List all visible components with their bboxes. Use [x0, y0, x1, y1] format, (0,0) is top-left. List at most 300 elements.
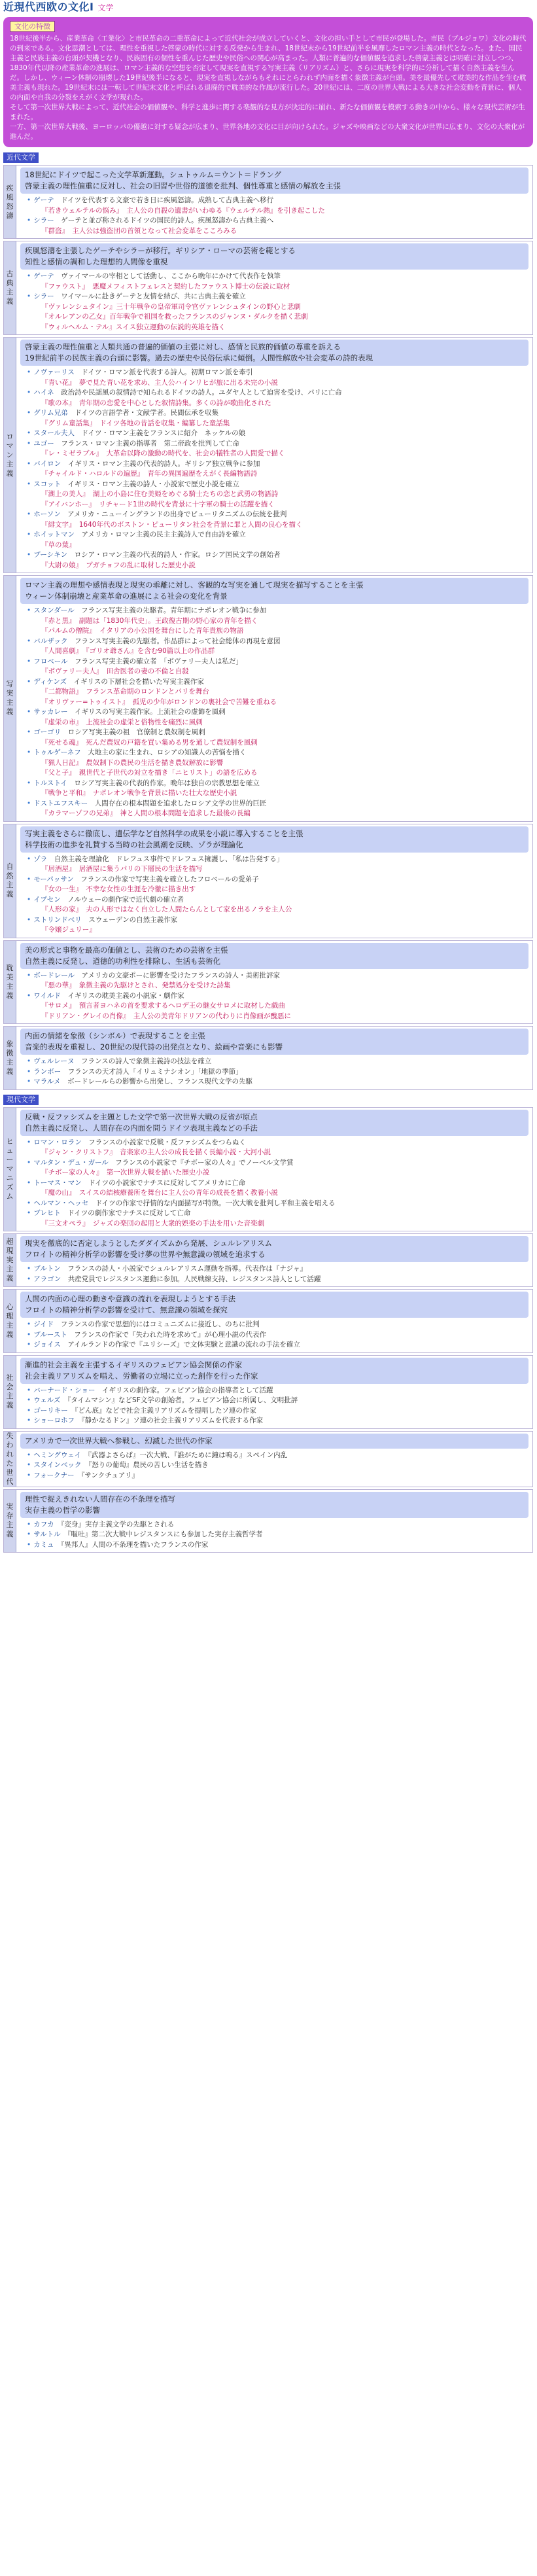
writer-works: 『虚栄の市』 上流社会の虚栄と俗物性を痛烈に風刺 [41, 718, 203, 726]
bullet-icon: • [27, 677, 31, 686]
writer-item [27, 707, 528, 728]
writer-works: 『人間喜劇』 『ゴリオ爺さん』を含む90篇以上の作品群 [41, 647, 215, 655]
writer-list [27, 368, 528, 571]
writer-item [27, 971, 528, 991]
writer-name: マルタン・デュ・ガール [33, 1158, 109, 1167]
writer-desc: フランスの小説家で『チボー家の人々』でノーベル文学賞 [115, 1158, 294, 1167]
writer-item [27, 915, 528, 936]
writer-desc: フランス・ロマン主義の指導者 第二帝政を批判して亡命 [61, 439, 239, 448]
writer-works: 『死せる魂』 死んだ農奴の戸籍を買い集める男を通して農奴制を風刺 [41, 738, 258, 747]
writer-item [27, 1067, 528, 1078]
writer-item [27, 439, 528, 459]
writer-works: 『父と子』 親世代と子世代の対立を描き「ニヒリスト」の語を広める [41, 769, 258, 777]
bullet-icon: • [27, 749, 31, 756]
writer-desc: 共産党員でレジスタンス運動に参加。人民戦線支持、レジスタンス詩人として活躍 [67, 1275, 321, 1283]
writer-name: バーナード・ショー [33, 1386, 95, 1394]
page-header [3, 1, 533, 16]
writer-name: ハイネ [33, 389, 54, 397]
intro-label: 文化の特徴 [10, 21, 55, 32]
bullet-icon: • [27, 1386, 31, 1394]
section-7 [3, 1107, 533, 1232]
writer-works: 『レ・ミゼラブル』 大革命以降の激動の時代を、社会の犠牲者の人間愛で描く [41, 450, 285, 457]
writer-name: モーパッサン [33, 875, 74, 883]
writer-works: 『グリム童話集』 ドイツ各地の昔話を収集・編纂した童話集 [41, 419, 230, 427]
writer-item [27, 637, 528, 657]
writer-desc: 『異邦人』人間の不条理を描いたフランスの作家 [61, 1540, 209, 1549]
writer-works: 『魔の山』 スイスの結核療養所を舞台に主人公の青年の成長を描く教養小説 [41, 1189, 278, 1197]
writer-name: サルトル [33, 1530, 61, 1538]
bullet-icon: • [27, 368, 31, 376]
writer-desc: イギリスの写実主義作家。上流社会の虚飾を風刺 [75, 708, 226, 716]
section-label [4, 941, 16, 1024]
writer-desc: 『サンクチュアリ』 [81, 1471, 139, 1479]
writer-name: マラルメ [33, 1078, 61, 1085]
section-summary [20, 1358, 528, 1384]
bullet-icon: • [27, 272, 31, 280]
writer-works: 『令嬢ジュリー』 [41, 926, 96, 934]
writer-desc: フランス写実主義の先駆者。作品群によって社会総体の再現を意図 [75, 637, 281, 645]
section-label-text: 写実主義 [6, 680, 14, 716]
writer-name: プルースト [33, 1330, 67, 1339]
writer-name: ディケンズ [33, 677, 67, 686]
writer-list [27, 1386, 528, 1426]
section-summary [20, 943, 528, 969]
bullet-icon: • [27, 551, 31, 559]
bullet-icon: • [27, 1199, 31, 1207]
writer-item [27, 1199, 528, 1209]
section-11 [3, 1431, 533, 1487]
writer-name: プーシキン [33, 551, 68, 559]
bullet-icon: • [27, 217, 31, 224]
writer-desc: ドイツの小説家でナチスに反対してアメリカに亡命 [88, 1178, 246, 1187]
writer-name: カミュ [33, 1540, 54, 1549]
section-summary [20, 168, 528, 194]
writer-works: 『ドリアン・グレイの肖像』 主人公の美青年ドリアンの代わりに肖像画が醜悪に [41, 1012, 291, 1020]
writer-name: シラー [33, 217, 54, 224]
writer-name: ゲーテ [33, 196, 54, 204]
writer-name: ジョイス [33, 1341, 61, 1349]
intro-paragraph: そして第一次世界大戦によって、近代社会の価値観や、科学と進歩に関する楽観的な見方が決定的に崩れ、新たな価値観を模索する動きの中から、様々な現代芸術が生まれた。 [10, 103, 525, 121]
writer-name: スタンダール [33, 607, 75, 614]
writer-item [27, 779, 528, 799]
writer-works: 『チャイルド・ハロルドの遍歴』 青年の異国遍歴をえがく長編物語詩 [41, 470, 258, 478]
writer-list [27, 606, 528, 819]
bullet-icon: • [27, 1471, 31, 1479]
section-label-text: 古典主義 [6, 270, 14, 306]
bullet-icon: • [27, 1530, 31, 1538]
bullet-icon: • [27, 915, 31, 924]
section-6 [3, 1026, 533, 1090]
writer-name: ブルトン [33, 1265, 61, 1273]
section-2 [3, 337, 533, 573]
writer-name: ボードレール [33, 971, 75, 979]
bullet-icon: • [27, 480, 31, 488]
bullet-icon: • [27, 1330, 31, 1339]
writer-name: ドストエフスキー [33, 799, 88, 807]
modern-sections [3, 165, 533, 1090]
contemporary-sections [3, 1107, 533, 1553]
section-body [16, 1234, 532, 1286]
writer-desc: 『武器よさらば』一次大戦、『誰がために鐘は鳴る』スペイン内乱 [88, 1451, 288, 1459]
page-tag: 文学 [97, 3, 114, 12]
section-body [16, 1356, 532, 1428]
writer-desc: イギリスの劇作家。フェビアン協会の指導者として活躍 [102, 1386, 273, 1394]
writer-name: ホイットマン [33, 531, 75, 538]
writer-item [27, 216, 528, 236]
section-label [4, 1490, 16, 1553]
bullet-icon: • [27, 855, 31, 863]
writer-works: 『二都物語』 フランス革命期のロンドンとパリを舞台 [41, 688, 209, 696]
summary-line: 社会主義リアリズムを唱え、労働者の立場に立った創作を行った作家 [25, 1371, 258, 1381]
bullet-icon: • [27, 728, 31, 736]
bullet-icon: • [27, 1265, 31, 1273]
writer-desc: ヴァイマールの宰相として活動し、ここから晩年にかけて代表作を執筆 [61, 272, 281, 280]
writer-item [27, 388, 528, 408]
writer-desc: フランスの作家で思想的にはコミュニズムに接近し、のちに批判 [60, 1320, 260, 1328]
section-label-text: ロマン主義 [6, 432, 14, 478]
writer-name: バルザック [33, 637, 68, 645]
bullet-icon: • [27, 971, 31, 979]
writer-desc: ドイツの言語学者・文献学者。民間伝承を収集 [75, 409, 219, 417]
writer-desc: スウェーデンの自然主義作家 [88, 915, 178, 924]
writer-desc: フランスの天才詩人「イリュミナシオン」「地獄の季節」 [67, 1067, 243, 1076]
bullet-icon: • [27, 1461, 31, 1469]
section-body [16, 338, 532, 573]
bullet-icon: • [27, 1209, 31, 1217]
writer-item [27, 875, 528, 895]
section-label-text: 社会主義 [6, 1373, 14, 1409]
section-label [4, 241, 16, 334]
summary-line: 理性で捉えきれない人間存在の不条理を描写 [25, 1494, 175, 1504]
section-label [4, 1290, 16, 1352]
section-label [4, 1356, 16, 1428]
writer-name: ゾラ [33, 855, 48, 863]
writer-list [27, 1320, 528, 1350]
section-summary [20, 243, 528, 270]
writer-works: 『パルムの僧院』 イタリアの小公国を舞台にした青年貴族の物語 [41, 627, 244, 635]
writer-item [27, 1540, 528, 1551]
writer-name: トーマス・マン [33, 1178, 82, 1187]
writer-desc: 『怒りの葡萄』農民の苦しい生活を描き [88, 1461, 209, 1469]
writer-item [27, 272, 528, 292]
section-body [16, 576, 532, 821]
writer-works: 『オリヴァー=トゥイスト』 孤児の少年がロンドンの裏社会で苦難を重ねる [41, 697, 277, 706]
bullet-icon: • [27, 1396, 31, 1404]
section-label-text: 心理主義 [6, 1302, 14, 1339]
writer-works: 『若きウェルテルの悩み』 主人公の自殺の遺書がいわゆる『ウェルテル熱』を引き起こした [41, 206, 325, 215]
writer-name: シラー [33, 292, 54, 300]
writer-desc: イギリスの耽美主義の小説家・劇作家 [67, 991, 184, 1000]
writer-item [27, 728, 528, 748]
writer-works: 『アイバンホー』 リチャード1世の時代を背景に十字軍の騎士の活躍を描く [41, 500, 275, 508]
section-summary [20, 1492, 528, 1518]
writer-item [27, 657, 528, 677]
writer-item [27, 368, 528, 388]
writer-name: ストリンドベリ [33, 915, 82, 924]
writer-item [27, 1330, 528, 1341]
summary-line: 啓蒙主義の理性偏重に反対し、社会の旧習や世俗的道徳を批判、個性尊重と感情の解放を主張 [25, 181, 341, 190]
bullet-icon: • [27, 1138, 31, 1146]
writer-name: ヴェルレーヌ [33, 1057, 75, 1065]
writer-name: スタール夫人 [33, 429, 75, 437]
intro-paragraphs [10, 34, 527, 142]
writer-desc: 『変身』実存主義文学の先駆とされる [61, 1520, 175, 1528]
writer-desc: アイルランドの作家で『ユリシーズ』で文体実験と意識の流れの手法を確立 [67, 1341, 300, 1349]
writer-desc: ドイツ・ロマン派を代表する詩人。初期ロマン派を牽引 [81, 368, 253, 376]
writer-name: ワイルド [33, 991, 61, 1000]
section-body [16, 241, 532, 334]
writer-desc: ロシア・ロマン主義の代表的詩人・作家。ロシア国民文学の創始者 [74, 551, 281, 559]
writer-name: ヘルマン・ヘッセ [33, 1199, 89, 1207]
writer-desc: ゲーテと並び称されるドイツの国民的詩人。疾風怒濤から古典主義へ [61, 217, 274, 224]
section-1 [3, 241, 533, 335]
writer-name: ノヴァーリス [33, 368, 75, 376]
summary-line: 知性と感情の調和した理想的人間像を重視 [25, 257, 168, 266]
writer-works: 『人形の家』 夫の人形ではなく自立した人間たらんとして家を出るノラを主人公 [41, 906, 292, 913]
bullet-icon: • [27, 991, 31, 1000]
bullet-icon: • [27, 1158, 31, 1167]
section-body [16, 824, 532, 938]
section-3 [3, 575, 533, 822]
section-body [16, 1027, 532, 1089]
section-label-text: 疾風怒濤 [6, 183, 14, 220]
writer-item [27, 1340, 528, 1350]
intro-panel [3, 17, 533, 147]
writer-name: スコット [33, 480, 61, 488]
writer-name: サッカレー [33, 708, 68, 716]
section-label [4, 1108, 16, 1231]
writer-name: フォークナー [33, 1471, 75, 1479]
writer-desc: フランスの小説家で反戦・反ファシズムをつらぬく [88, 1138, 246, 1146]
summary-line: 美の形式と事物を最高の価値とし、芸術のための芸術を主張 [25, 945, 228, 955]
writer-name: スタインベック [33, 1461, 82, 1469]
writer-works: 『大尉の娘』 プガチョフの乱に取材した歴史小説 [41, 561, 196, 569]
summary-line: フロイトの精神分析学の影響を受けて、無意識の領域を探究 [25, 1305, 228, 1314]
bullet-icon: • [27, 1067, 31, 1076]
bullet-icon: • [27, 895, 31, 904]
section-body [16, 166, 532, 238]
writer-desc: アメリカ・ロマン主義の民主主義詩人で自由詩を確立 [81, 531, 246, 538]
bullet-icon: • [27, 1417, 31, 1424]
writer-desc: 人間存在の根本問題を追求したロシア文学の世界的巨匠 [94, 799, 267, 807]
section-4 [3, 824, 533, 938]
writer-item [27, 510, 528, 530]
writer-works: 『猟人日記』 農奴制下の農民の生活を描き農奴解放に影響 [41, 758, 224, 767]
bullet-icon: • [27, 389, 31, 397]
section-summary [20, 578, 528, 604]
section-label-text: 失われた世代 [6, 1431, 14, 1486]
bullet-icon: • [27, 1057, 31, 1065]
writer-item [27, 1320, 528, 1330]
section-8 [3, 1233, 533, 1287]
writer-item [27, 459, 528, 480]
bullet-icon: • [27, 292, 31, 300]
writer-works: 『歌の本』 青年期の恋愛を中心とした叙情詩集。多くの詩が歌曲化された [41, 398, 271, 407]
writer-desc: フランスの作家で写実主義を確立したフロベールの愛弟子 [80, 875, 259, 883]
writer-desc: ノルウェーの劇作家で近代劇の確立者 [67, 895, 184, 904]
writer-works: 『草の葉』 [41, 540, 76, 549]
bullet-icon: • [27, 1341, 31, 1349]
writer-works: 『戦争と平和』 ナポレオン戦争を背景に描いた壮大な歴史小説 [41, 789, 237, 797]
writer-item [27, 799, 528, 819]
section-summary [20, 1434, 528, 1449]
section-0 [3, 165, 533, 239]
section-body [16, 1290, 532, 1352]
writer-desc: 大地主の家に生まれ、ロシアの知識人の苦悩を描く [88, 749, 247, 756]
writer-works: 『サロメ』 預言者ヨハネの首を要求するヘロデ王の継女サロメに取材した戯曲 [41, 1002, 285, 1010]
writer-item [27, 606, 528, 637]
page-title: 近現代西欧の文化Ⅰ [3, 1, 94, 13]
intro-paragraph: 18世紀後半から、産業革命〈工業化〉と市民革命の二重革命によって近代社会が成立していくと、文化の担い手として市民が登場した。市民（ブルジョワ）文化の時代の到来である。文化思潮としては、理性を重視した啓蒙の時代に対する反発から生まれ、18世紀末から19世紀前半を風靡したロマン主義の時代となった。また、国民主義と民族主義の台頭が契機となり、民族固有の個性を重んじた歴史や民俗への関心が高まった。人類に普遍的な価値観を追求した啓蒙主義とは明確に対立しつつ、1830年代以降の産業革命の進展は、ロマン主義的な空想を否定して現実を直視する写実主義（リアリズム）と、さらに現実を科学的に分析して描く自然主義を生んだ。しかし、ウィーン体制の崩壊した19世紀後半になると、現実を直視しながらもそれにとらわれず内面を描く象徴主義が台頭。美を最優先して耽美的な作品を生む耽美主義も現れた。19世紀末には一転して世紀末文化と呼ばれる退廃的で耽美的な作風が流行した。20世紀には、二度の世界大戦による大きな社会変動を背景に、個人の内面や自我の分裂をえがく文学が現れた。 [10, 35, 527, 101]
writer-desc: ドイツの作家で抒情的な内面描写が特徴。一次大戦を批判し平和主義を唱える [95, 1199, 336, 1207]
writer-desc: フランス写実主義の確立者 「ボヴァリー夫人は私だ」 [75, 657, 243, 665]
section-body [16, 1490, 532, 1553]
summary-line: 人間の内面の心理の動きや意識の流れを表現しようとする手法 [25, 1294, 235, 1303]
writer-item [27, 991, 528, 1022]
writer-desc: 『どん底』などで社会主義リアリズムを提唱したソ連の作家 [75, 1406, 256, 1415]
bullet-icon: • [27, 799, 31, 807]
writer-works: 『群盗』 主人公は強盗団の首領となって社会変革をこころみる [41, 226, 237, 235]
writer-works: 『ヴァレンシュタイン』三十年戦争の皇帝軍司令官ヴァレンシュタインの野心と悲劇 [41, 302, 301, 311]
bullet-icon: • [27, 1275, 31, 1283]
section-label-text: 超現実主義 [6, 1237, 14, 1282]
era-modern-label: 近代文学 [3, 152, 39, 163]
writer-name: トルストイ [33, 779, 67, 787]
bullet-icon: • [27, 708, 31, 716]
writer-item [27, 1138, 528, 1158]
writer-works: 『ジャン・クリストフ』 音楽家の主人公の成長を描く長編小説・大河小説 [41, 1148, 271, 1156]
summary-line: 内面の情緒を象徴（シンボル）で表現することを主張 [25, 1031, 205, 1040]
summary-line: 音楽的表現を重視し、20世紀の現代詩の出発点となり、絵画や音楽にも影響 [25, 1042, 283, 1051]
writer-item [27, 1451, 528, 1461]
writer-name: ロマン・ロラン [33, 1138, 82, 1146]
section-summary [20, 1110, 528, 1136]
writer-desc: 自然主義を理論化 ドレフュス事件でドレフュス擁護し、「私は告発する」 [54, 855, 284, 863]
writer-desc: アメリカ・ニューイングランドの出身でピューリタニズムの伝統を批判 [67, 510, 287, 518]
writer-name: グリム兄弟 [33, 409, 68, 417]
writer-item [27, 530, 528, 550]
section-label [4, 824, 16, 938]
summary-line: 19世紀前半の民族主義の台頭に影響。過去の歴史や民俗伝承に傾倒。人間性解放や社会変革の詩的表現 [25, 353, 373, 362]
writer-desc: ワイマールに赴きゲーテと友情を結び、共に古典主義を確立 [61, 292, 246, 300]
writer-desc: イギリス・ロマン主義の詩人・小説家で歴史小説を確立 [67, 480, 239, 488]
writer-name: ゴーゴリ [33, 728, 61, 736]
writer-works: 『居酒屋』 居酒屋に集うパリの下層民の生活を描写 [41, 865, 203, 873]
writer-desc: イギリス・ロマン主義の代表的詩人。ギリシア独立戦争に参加 [67, 459, 260, 468]
bullet-icon: • [27, 779, 31, 787]
bullet-icon: • [27, 510, 31, 518]
writer-item [27, 748, 528, 779]
writer-desc: 『タイムマシン』などSF文学の創始者。フェビアン協会に所属し、文明批評 [67, 1396, 298, 1404]
writer-list [27, 1264, 528, 1284]
writer-name: ランボー [33, 1067, 61, 1076]
writer-works: 『チボー家の人々』 第一次世界大戦を描いた歴史小説 [41, 1169, 210, 1176]
writer-works: 『ウィルヘルム・テル』スイス独立運動の伝説的英雄を描く [41, 323, 226, 331]
summary-line: 18世紀にドイツで起こった文学革新運動。シュトゥルム＝ウント＝ドラング [25, 170, 282, 179]
bullet-icon: • [27, 409, 31, 417]
writer-item [27, 1406, 528, 1417]
section-body [16, 1108, 532, 1231]
bullet-icon: • [27, 196, 31, 204]
section-summary [20, 340, 528, 366]
writer-desc: イギリスの下層社会を描いた写実主義作家 [73, 677, 204, 686]
writer-desc: 『静かなるドン』ソ連の社会主義リアリズムを代表する作家 [81, 1417, 264, 1424]
section-label-text: 実存主義 [6, 1502, 14, 1539]
writer-works: 『緋文字』 1640年代のボストン・ピューリタン社会を背景に罪と人間の良心を描く [41, 520, 303, 529]
section-body [16, 1432, 532, 1487]
writer-item [27, 1209, 528, 1229]
summary-line: 自然主義に反発し、人間存在の内面を問うドイツ表現主義などの手法 [25, 1123, 258, 1133]
section-label [4, 338, 16, 573]
writer-name: ショーロホフ [33, 1417, 75, 1424]
writer-desc: フランス写実主義の先駆者。青年期にナポレオン戦争に参加 [81, 607, 267, 614]
writer-item [27, 196, 528, 216]
writer-item [27, 429, 528, 439]
writer-list [27, 272, 528, 332]
writer-item [27, 550, 528, 571]
writer-name: ユゴー [33, 439, 54, 448]
section-body [16, 941, 532, 1024]
bullet-icon: • [27, 1178, 31, 1187]
section-label [4, 1027, 16, 1089]
writer-desc: ドイツの劇作家でナチスに反対して亡命 [67, 1209, 191, 1217]
writer-name: ホーソン [33, 510, 61, 518]
writer-name: イプセン [33, 895, 61, 904]
writer-works: 『ボヴァリー夫人』 田舎医者の妻の不倫と自殺 [41, 667, 189, 675]
bullet-icon: • [27, 875, 31, 883]
summary-line: ウィーン体制崩壊と産業革命の進展による社会の変化を背景 [25, 591, 228, 601]
writer-desc: フランスの詩人・小説家でシュルレアリスム運動を指導。代表作は『ナジャ』 [67, 1265, 307, 1273]
bullet-icon: • [27, 1540, 31, 1549]
writer-desc: フランスの作家で『失われた時を求めて』が心理小説の代表作 [74, 1330, 266, 1339]
section-summary [20, 1236, 528, 1262]
intro-paragraph: 一方、第一次世界大戦後、ヨーロッパの優越に対する疑念が広まり、世界各地の文化に目が向けられた。ジャズや映画などの大衆文化が世界に広まり、文化の大衆化が進んだ。 [10, 123, 525, 141]
writer-name: ジイド [33, 1320, 54, 1328]
writer-item [27, 1530, 528, 1540]
writer-item [27, 1275, 528, 1285]
writer-item [27, 408, 528, 429]
section-label-text: 象徴主義 [6, 1039, 14, 1076]
bullet-icon: • [27, 531, 31, 538]
summary-line: 現実を徹底的に否定しようとしたダダイズムから発展、シュルレアリスム [25, 1239, 272, 1248]
era-contemporary-label: 現代文学 [3, 1095, 39, 1105]
bullet-icon: • [27, 1451, 31, 1459]
section-label [4, 166, 16, 238]
writer-list [27, 855, 528, 936]
bullet-icon: • [27, 657, 31, 665]
summary-line: 科学技術の進歩を礼賛する当時の社会風潮を反映、ゾラが理論化 [25, 839, 243, 849]
writer-item [27, 1416, 528, 1426]
writer-works: 『カラマーゾフの兄弟』 神と人間の根本問題を追求した最後の長編 [41, 809, 251, 817]
summary-line: フロイトの精神分析学の影響を受け夢の世界や無意識の領域を追求する [25, 1250, 266, 1259]
bullet-icon: • [27, 1406, 31, 1415]
summary-line: 漸進的社会主義を主張するイギリスのフェビアン協会関係の作家 [25, 1360, 243, 1369]
writer-desc: アメリカの文豪ポーに影響を受けたフランスの詩人・美術批評家 [81, 971, 280, 979]
writer-list [27, 1057, 528, 1087]
writer-name: カフカ [33, 1520, 54, 1528]
bullet-icon: • [27, 637, 31, 645]
writer-item [27, 895, 528, 915]
bullet-icon: • [27, 1078, 31, 1085]
writer-name: トゥルゲーネフ [33, 749, 81, 756]
summary-line: 疾風怒濤を主張したゲーテやシラーが移行。ギリシア・ローマの芸術を範とする [25, 246, 296, 255]
section-label-text: 自然主義 [6, 862, 14, 898]
section-summary [20, 1292, 528, 1318]
writer-works: 『女の一生』 不幸な女性の生涯を冷徹に描き出す [41, 885, 196, 893]
writer-name: バイロン [33, 459, 61, 468]
writer-item [27, 1386, 528, 1396]
writer-item [27, 1057, 528, 1067]
